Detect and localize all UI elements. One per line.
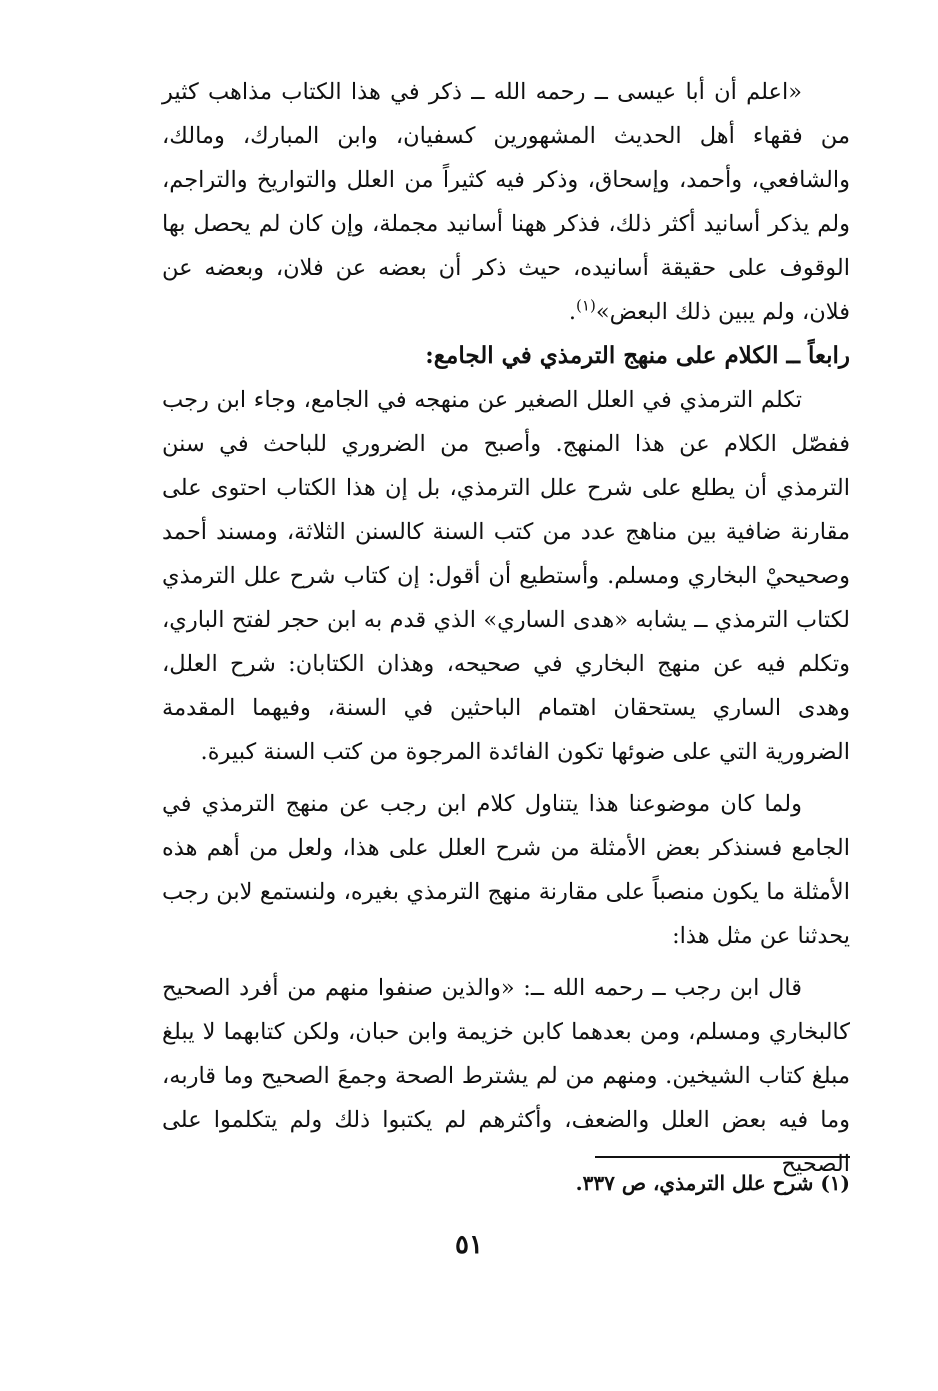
paragraph-end-period: .: [568, 299, 577, 325]
page-number: ٥١: [455, 1230, 483, 1260]
quote-paragraph-1: [162, 70, 850, 334]
section-heading: رابعاً ــ الكلام على منهج الترمذي في الجامع:: [425, 342, 850, 369]
footnote: (١) شرح علل الترمذي، ص ٣٣٧.: [575, 1171, 850, 1195]
main-text-block: [162, 70, 850, 1186]
footnote-reference: (١): [576, 296, 596, 315]
footnote-divider: [595, 1156, 850, 1158]
paragraph-4: قال ابن رجب ــ رحمه الله ــ: «والذين صنفوا منهم من أفرد الصحيح كالبخاري ومسلم، ومن بعدهما كابن خزيمة وابن حبان، ولكن كتابهما لا يبلغ مبلغ كتاب الشيخين. ومنهم من لم يشترط الصحة وجمعَ الصحيح وما قاربه، وما فيه بعض العلل والضعف، وأكثرهم لم يكتبوا ذلك ولم يتكلموا على الصحيح: [162, 975, 850, 1177]
quote-paragraph-1-text: «اعلم أن أبا عيسى ــ رحمه الله ــ ذكر في هذا الكتاب مذاهب كثير من فقهاء أهل الحديث المشهورين كسفيان، وابن المبارك، ومالك، والشافعي، وأحمد، وإسحاق، وذكر فيه كثيراً من العلل والتواريخ والتراجم، ولم يذكر أسانيد أكثر ذلك، فذكر ههنا أسانيد مجملة، وإن كان لم يحصل بها الوقوف على حقيقة أسانيده، حيث ذكر أن بعضه عن فلان، وبعضه عن فلان، ولم يبين ذلك البعض»: [162, 79, 850, 325]
paragraph-2: تكلم الترمذي في العلل الصغير عن منهجه في الجامع، وجاء ابن رجب ففصّل الكلام عن هذا المنهج. وأصبح من الضروري للباحث في سنن الترمذي أن يطلع على شرح علل الترمذي، بل إن هذا الكتاب احتوى على مقارنة ضافية بين مناهج عدد من كتب السنة كالسنن الثلاثة، ومسند أحمد وصحيحيْ البخاري ومسلم. وأستطيع أن أقول: إن كتاب شرح علل الترمذي لكتاب الترمذي ــ يشابه «هدى الساري» الذي قدم به ابن حجر لفتح الباري، وتكلم فيه عن منهج البخاري في صحيحه، وهذان الكتابان: شرح العلل، وهدى الساري يستحقان اهتمام الباحثين في السنة، وفيهما المقدمة الضرورية التي على ضوئها تكون الفائدة المرجوة من كتب السنة كبيرة.: [162, 387, 850, 765]
paragraph-3: ولما كان موضوعنا هذا يتناول كلام ابن رجب عن منهج الترمذي في الجامع فسنذكر بعض الأمثلة من شرح العلل على هذا، ولعل من أهم هذه الأمثلة ما يكون منصباً على مقارنة منهج الترمذي بغيره، ولنستمع لابن رجب يحدثنا عن مثل هذا:: [162, 791, 850, 949]
